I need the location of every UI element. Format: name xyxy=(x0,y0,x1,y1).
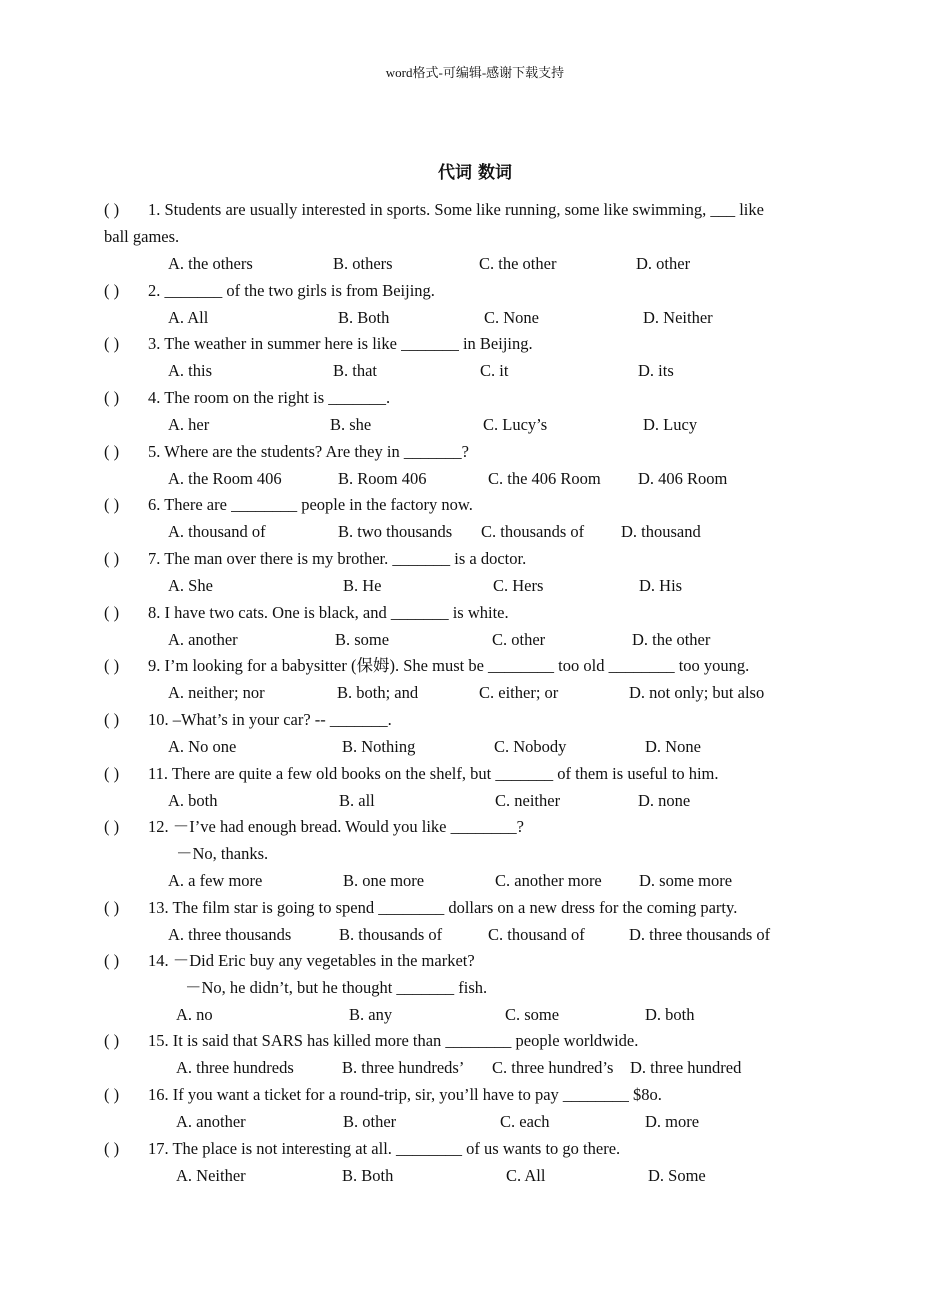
question-stem: 10. –What’s in your car? -- _______. xyxy=(148,710,392,729)
option-c[interactable]: C. thousands of xyxy=(481,522,585,541)
option-b[interactable]: B. both; and xyxy=(337,683,419,702)
option-d[interactable]: D. 406 Room xyxy=(638,469,728,488)
answer-blank[interactable]: ( ) xyxy=(104,1031,120,1050)
option-b[interactable]: B. other xyxy=(343,1112,397,1131)
option-d[interactable]: D. None xyxy=(645,737,701,756)
page-header: word格式-可编辑-感谢下载支持 xyxy=(385,65,565,80)
question-stem: 7. The man over there is my brother. _______ is a doctor. xyxy=(148,549,527,568)
answer-blank[interactable]: ( ) xyxy=(104,1139,120,1158)
question-stem-continued: ball games. xyxy=(104,227,180,246)
option-d[interactable]: D. both xyxy=(645,1005,695,1024)
question-stem: 5. Where are the students? Are they in _______? xyxy=(148,442,469,461)
option-b[interactable]: B. two thousands xyxy=(338,522,453,541)
option-c[interactable]: C. other xyxy=(492,630,546,649)
option-a[interactable]: A. thousand of xyxy=(168,522,266,541)
answer-blank[interactable]: ( ) xyxy=(104,442,120,461)
option-b[interactable]: B. Both xyxy=(338,308,390,327)
question-stem: 6. There are ________ people in the factory now. xyxy=(148,495,473,514)
option-c[interactable]: C. the 406 Room xyxy=(488,469,601,488)
option-c[interactable]: C. three hundred’s xyxy=(492,1058,614,1077)
answer-blank[interactable]: ( ) xyxy=(104,495,120,514)
question-stem: 13. The film star is going to spend ________ dollars on a new dress for the coming party. xyxy=(148,898,738,917)
option-b[interactable]: B. she xyxy=(330,415,372,434)
option-c[interactable]: C. None xyxy=(484,308,539,327)
option-a[interactable]: A. Neither xyxy=(176,1166,246,1185)
question-stem: 9. I’m looking for a babysitter (保姆). She must be ________ too old ________ too young. xyxy=(148,656,750,675)
option-c[interactable]: C. each xyxy=(500,1112,550,1131)
option-b[interactable]: B. three hundreds’ xyxy=(342,1058,465,1077)
option-b[interactable]: B. some xyxy=(335,630,390,649)
option-a[interactable]: A. She xyxy=(168,576,213,595)
option-d[interactable]: D. Lucy xyxy=(643,415,698,434)
page-title: 代词 数词 xyxy=(438,163,512,183)
question-stem: 1. Students are usually interested in sports. Some like running, some like swimming, ___ like xyxy=(148,200,764,219)
option-d[interactable]: D. other xyxy=(636,254,691,273)
option-a[interactable]: A. another xyxy=(168,630,238,649)
option-d[interactable]: D. Neither xyxy=(643,308,713,327)
answer-blank[interactable]: ( ) xyxy=(104,951,120,970)
answer-blank[interactable]: ( ) xyxy=(104,898,120,917)
answer-blank[interactable]: ( ) xyxy=(104,549,120,568)
option-c[interactable]: C. it xyxy=(480,361,509,380)
option-c[interactable]: C. All xyxy=(506,1166,546,1185)
option-a[interactable]: A. no xyxy=(176,1005,213,1024)
question-stem-continued: －No, he didn’t, but he thought _______ fish. xyxy=(185,978,488,997)
option-c[interactable]: C. neither xyxy=(495,791,561,810)
option-a[interactable]: A. three hundreds xyxy=(176,1058,294,1077)
question-stem: 14. －Did Eric buy any vegetables in the market? xyxy=(148,951,475,970)
option-a[interactable]: A. three thousands xyxy=(168,925,292,944)
question-stem: 8. I have two cats. One is black, and _______ is white. xyxy=(148,603,509,622)
option-c[interactable]: C. thousand of xyxy=(488,925,585,944)
option-b[interactable]: B. one more xyxy=(343,871,425,890)
question-stem: 2. _______ of the two girls is from Beijing. xyxy=(148,281,435,300)
answer-blank[interactable]: ( ) xyxy=(104,603,120,622)
answer-blank[interactable]: ( ) xyxy=(104,764,120,783)
option-c[interactable]: C. the other xyxy=(479,254,557,273)
option-b[interactable]: B. any xyxy=(349,1005,393,1024)
option-a[interactable]: A. No one xyxy=(168,737,237,756)
option-d[interactable]: D. thousand xyxy=(621,522,701,541)
option-a[interactable]: A. the others xyxy=(168,254,253,273)
question-stem: 16. If you want a ticket for a round-trip, sir, you’ll have to pay ________ $8o. xyxy=(148,1085,662,1104)
question-stem: 15. It is said that SARS has killed more than ________ people worldwide. xyxy=(148,1031,639,1050)
option-a[interactable]: A. a few more xyxy=(168,871,263,890)
option-a[interactable]: A. both xyxy=(168,791,218,810)
option-d[interactable]: D. three thousands of xyxy=(629,925,771,944)
option-b[interactable]: B. Nothing xyxy=(342,737,416,756)
answer-blank[interactable]: ( ) xyxy=(104,1085,120,1104)
option-a[interactable]: A. her xyxy=(168,415,210,434)
option-d[interactable]: D. not only; but also xyxy=(629,683,765,702)
answer-blank[interactable]: ( ) xyxy=(104,200,120,219)
answer-blank[interactable]: ( ) xyxy=(104,656,120,675)
question-stem: 3. The weather in summer here is like _______ in Beijing. xyxy=(148,334,533,353)
option-d[interactable]: D. more xyxy=(645,1112,700,1131)
option-a[interactable]: A. the Room 406 xyxy=(168,469,282,488)
option-d[interactable]: D. some more xyxy=(639,871,733,890)
option-b[interactable]: B. thousands of xyxy=(339,925,443,944)
option-b[interactable]: B. He xyxy=(343,576,382,595)
option-d[interactable]: D. His xyxy=(639,576,683,595)
question-stem: 12. －I’ve had enough bread. Would you like ________? xyxy=(148,817,524,836)
question-stem: 4. The room on the right is _______. xyxy=(148,388,391,407)
question-stem-continued: －No, thanks. xyxy=(176,844,269,863)
option-d[interactable]: D. none xyxy=(638,791,691,810)
option-b[interactable]: B. Room 406 xyxy=(338,469,427,488)
option-d[interactable]: D. its xyxy=(638,361,674,380)
option-a[interactable]: A. this xyxy=(168,361,213,380)
option-c[interactable]: C. either; or xyxy=(479,683,559,702)
option-c[interactable]: C. another more xyxy=(495,871,602,890)
option-d[interactable]: D. the other xyxy=(632,630,711,649)
option-a[interactable]: A. another xyxy=(176,1112,246,1131)
option-b[interactable]: B. all xyxy=(339,791,375,810)
option-b[interactable]: B. others xyxy=(333,254,393,273)
option-d[interactable]: D. Some xyxy=(648,1166,706,1185)
option-c[interactable]: C. some xyxy=(505,1005,560,1024)
question-stem: 17. The place is not interesting at all. ________ of us wants to go there. xyxy=(148,1139,621,1158)
option-a[interactable]: A. All xyxy=(168,308,209,327)
question-stem: 11. There are quite a few old books on the shelf, but _______ of them is useful to him. xyxy=(148,764,719,783)
option-b[interactable]: B. that xyxy=(333,361,377,380)
option-c[interactable]: C. Nobody xyxy=(494,737,567,756)
option-a[interactable]: A. neither; nor xyxy=(168,683,265,702)
answer-blank[interactable]: ( ) xyxy=(104,710,120,729)
option-d[interactable]: D. three hundred xyxy=(630,1058,742,1077)
answer-blank[interactable]: ( ) xyxy=(104,334,120,353)
option-b[interactable]: B. Both xyxy=(342,1166,394,1185)
answer-blank[interactable]: ( ) xyxy=(104,388,120,407)
option-c[interactable]: C. Hers xyxy=(493,576,544,595)
answer-blank[interactable]: ( ) xyxy=(104,817,120,836)
answer-blank[interactable]: ( ) xyxy=(104,281,120,300)
option-c[interactable]: C. Lucy’s xyxy=(483,415,548,434)
